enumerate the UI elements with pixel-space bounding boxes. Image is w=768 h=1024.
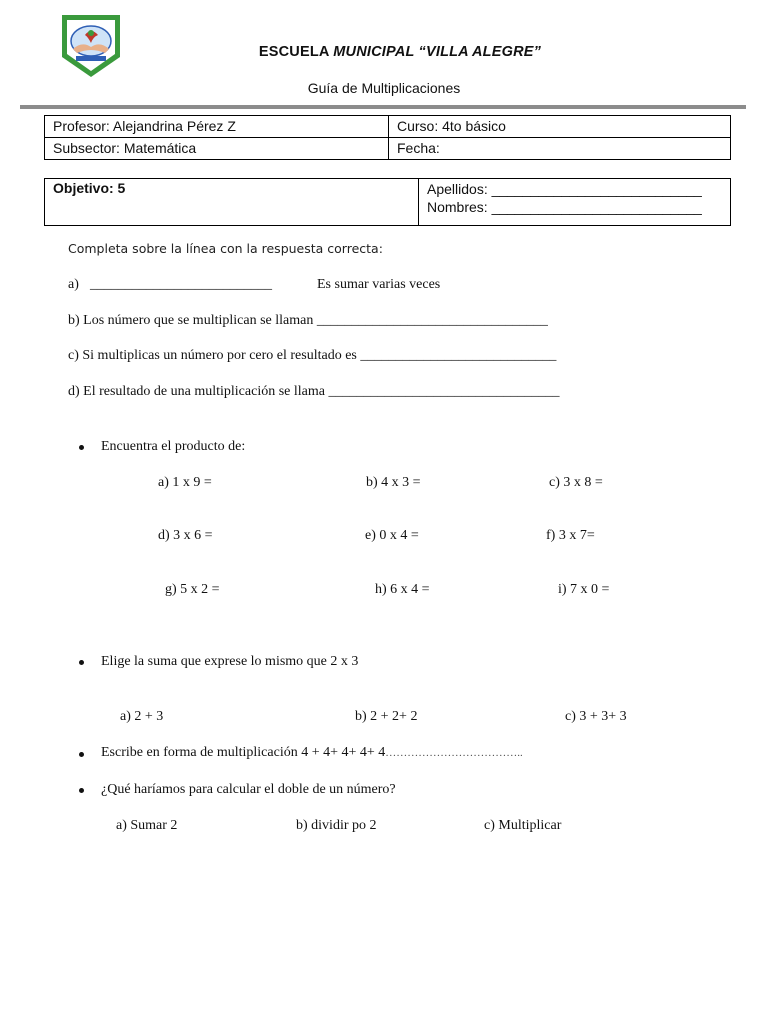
question-d[interactable]: d) El resultado de una multiplicación se llama _________________________________ (68, 384, 560, 399)
bullet-icon (79, 660, 84, 665)
choose-sum-option[interactable]: b) 2 + 2+ 2 (355, 709, 418, 724)
product-item[interactable]: b) 4 x 3 = (366, 475, 421, 490)
objective-cell: Objetivo: 5 (45, 179, 419, 226)
objective-row (45, 179, 731, 226)
date-cell: Fecha: (389, 138, 731, 160)
write-mult-prompt (101, 745, 523, 761)
teacher-cell: Profesor: Alejandrina Pérez Z (45, 116, 389, 138)
question-c[interactable]: c) Si multiplicas un número por cero el resultado es ____________________________ (68, 348, 557, 363)
product-item[interactable]: g) 5 x 2 = (165, 582, 220, 597)
course-cell: Curso: 4to básico (389, 116, 731, 138)
school-title-prefix: ESCUELA (258, 44, 334, 60)
surnames-field[interactable]: Apellidos: ___________________________ (427, 181, 702, 197)
write-mult-answer-dots[interactable]: ……………………………….. (385, 747, 523, 759)
products-prompt: Encuentra el producto de: (101, 439, 246, 454)
double-option[interactable]: a) Sumar 2 (116, 818, 178, 833)
product-item[interactable]: h) 6 x 4 = (375, 582, 430, 597)
guide-title: Guía de Multiplicaciones (307, 80, 461, 96)
product-item[interactable]: i) 7 x 0 = (558, 582, 610, 597)
info-table (44, 115, 731, 160)
double-prompt: ¿Qué haríamos para calcular el doble de un número? (101, 782, 396, 797)
objective-table (44, 178, 731, 226)
product-item[interactable]: a) 1 x 9 = (158, 475, 212, 490)
names-field[interactable]: Nombres: ___________________________ (427, 199, 702, 215)
instruction-text: Completa sobre la línea con la respuesta correcta: (68, 241, 383, 256)
bullet-icon (79, 445, 84, 450)
school-title (0, 44, 768, 60)
choose-sum-option[interactable]: a) 2 + 3 (120, 709, 164, 724)
choose-sum-prompt: Elige la suma que exprese lo mismo que 2 x 3 (101, 654, 359, 669)
product-item[interactable]: e) 0 x 4 = (365, 528, 419, 543)
double-option[interactable]: b) dividir po 2 (296, 818, 377, 833)
header-divider (20, 105, 746, 109)
question-a-blank[interactable]: __________________________ (90, 277, 272, 292)
info-row (45, 116, 731, 138)
choose-sum-option[interactable]: c) 3 + 3+ 3 (565, 709, 627, 724)
double-option[interactable]: c) Multiplicar (484, 818, 562, 833)
student-name-cell (419, 179, 731, 226)
subject-cell: Subsector: Matemática (45, 138, 389, 160)
bullet-icon (79, 752, 84, 757)
question-b[interactable]: b) Los número que se multiplican se llaman _________________________________ (68, 313, 548, 328)
product-item[interactable]: c) 3 x 8 = (549, 475, 603, 490)
info-row (45, 138, 731, 160)
product-item[interactable]: f) 3 x 7= (546, 528, 595, 543)
question-a-label: a) (68, 277, 79, 292)
bullet-icon (79, 788, 84, 793)
write-mult-text: Escribe en forma de multiplicación 4 + 4+ 4+ 4+ 4 (101, 745, 386, 760)
question-a-text: Es sumar varias veces (317, 277, 441, 292)
school-title-italic: MUNICIPAL “VILLA ALEGRE” (333, 44, 542, 60)
product-item[interactable]: d) 3 x 6 = (158, 528, 213, 543)
